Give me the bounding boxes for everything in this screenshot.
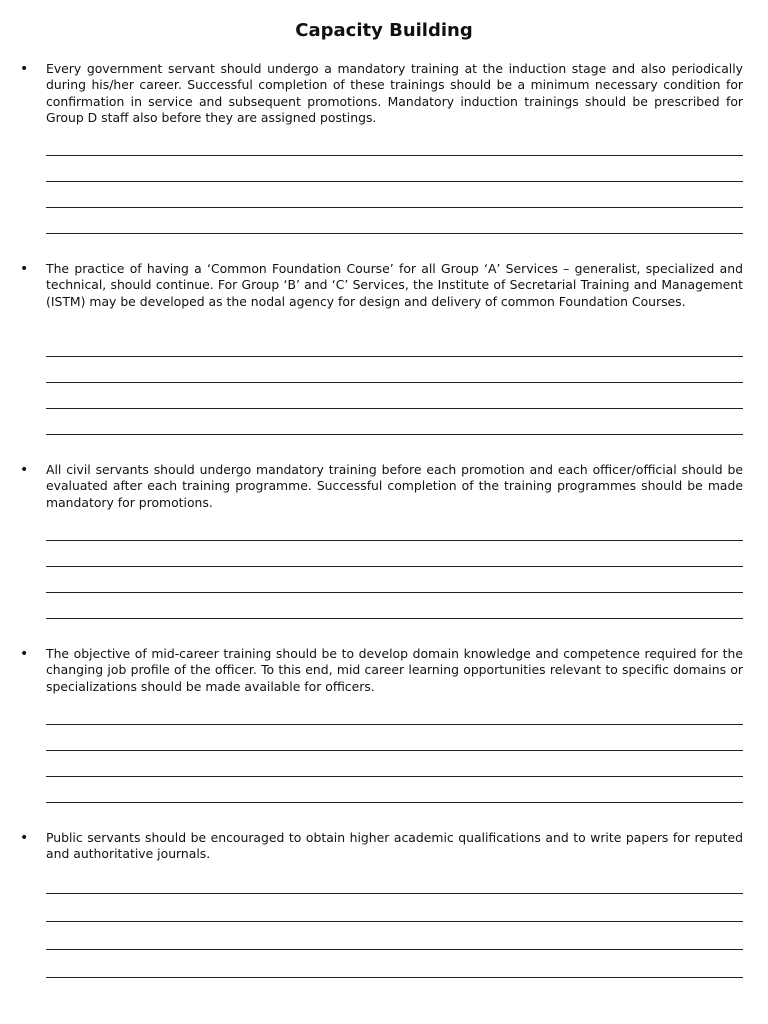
- item-text: Every government servant should undergo a mandatory training at the induction stage and also periodically during his/her career. Successful completion of these trainings should be a minimum necessary condition for confirmation in service and subsequent promotions. Mandatory induction trainings should be prescribed for Group D staff also before they are assigned postings.: [46, 61, 743, 125]
- answer-line: [46, 540, 743, 541]
- answer-line: [46, 408, 743, 409]
- answer-line: [46, 207, 743, 208]
- answer-line: [46, 181, 743, 182]
- answer-line: [46, 233, 743, 234]
- answer-line: [46, 155, 743, 156]
- answer-line: [46, 434, 743, 435]
- answer-line: [46, 592, 743, 593]
- answer-line: [46, 776, 743, 777]
- answer-line: [46, 724, 743, 725]
- item-text: All civil servants should undergo mandatory training before each promotion and each officer/official should be evaluated after each training programme. Successful completion of the training programmes should be made mandatory for promotions.: [46, 462, 743, 510]
- bullet: •: [20, 646, 29, 662]
- item-text: Public servants should be encouraged to obtain higher academic qualifications and to write papers for reputed and authoritative journals.: [46, 830, 743, 862]
- bullet: •: [20, 462, 29, 478]
- answer-line: [46, 356, 743, 357]
- answer-line: [46, 949, 743, 950]
- answer-line: [46, 977, 743, 978]
- item-text: The practice of having a ‘Common Foundation Course’ for all Group ‘A’ Services – generalist, specialized and technical, should continue. For Group ‘B’ and ‘C’ Services, the Institute of Secretarial Training and Management (ISTM) may be developed as the nodal agency for design and delivery of common Foundation Courses.: [46, 261, 743, 309]
- answer-line: [46, 921, 743, 922]
- bullet: •: [20, 261, 29, 277]
- answer-line: [46, 802, 743, 803]
- answer-line: [46, 382, 743, 383]
- bullet: •: [20, 61, 29, 77]
- bullet: •: [20, 830, 29, 846]
- answer-line: [46, 893, 743, 894]
- item-text: The objective of mid-career training should be to develop domain knowledge and competence required for the changing job profile of the officer. To this end, mid career learning opportunities relevant to specific domains or specializations should be made available for officers.: [46, 646, 743, 694]
- answer-line: [46, 750, 743, 751]
- answer-line: [46, 566, 743, 567]
- page-title: Capacity Building: [295, 20, 473, 41]
- answer-line: [46, 618, 743, 619]
